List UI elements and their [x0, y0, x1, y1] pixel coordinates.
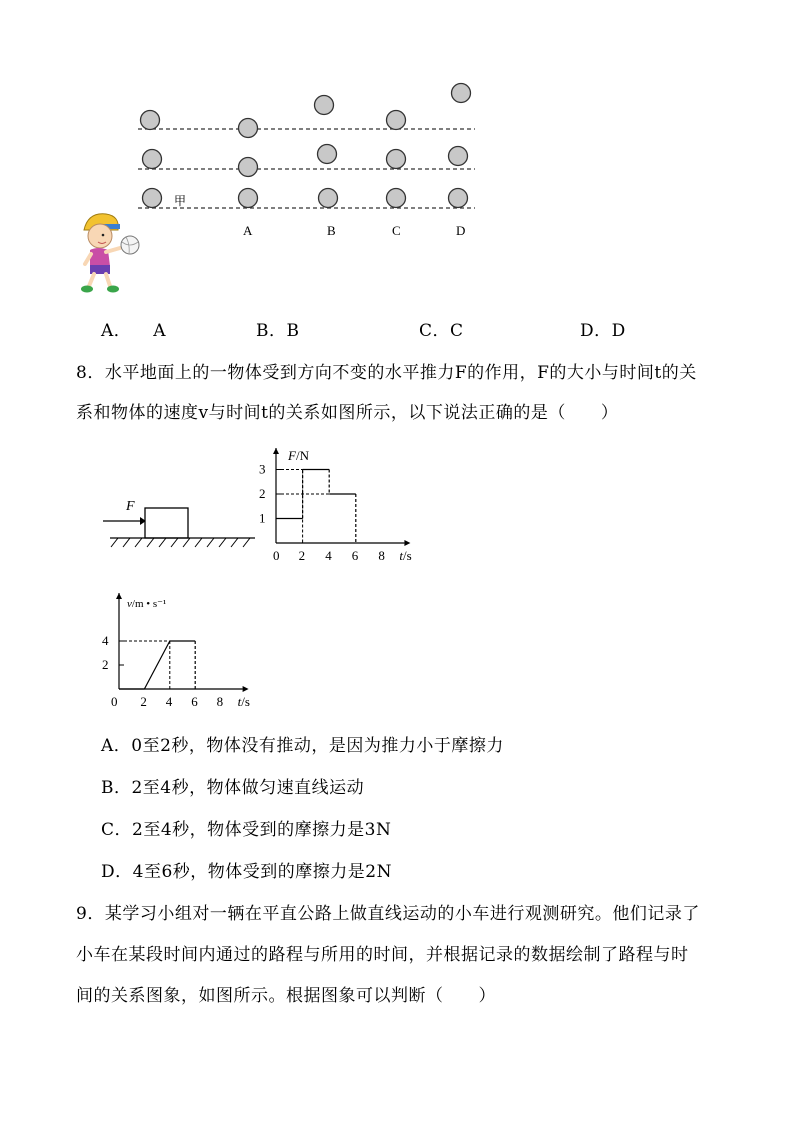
series-segment [144, 641, 169, 689]
column-label-c: C [392, 223, 401, 238]
ball [449, 189, 468, 208]
q9-stem-line3: 间的关系图象，如图所示。根据图象可以判断（ ） [76, 986, 496, 1006]
row-label-jia: 甲 [174, 194, 187, 208]
ball [239, 158, 258, 177]
option-text: C [450, 321, 464, 341]
ball [239, 119, 258, 138]
x-tick-label: 4 [325, 548, 332, 563]
y-axis-arrow [273, 448, 279, 454]
ball [319, 189, 338, 208]
force-time-chart [250, 440, 430, 570]
x-tick-label: 2 [140, 694, 147, 709]
x-axis-label: t/s [399, 548, 412, 563]
ball [239, 189, 258, 208]
x-axis-arrow [404, 540, 410, 546]
q8-stem-line2: 系和物体的速度v与时间t的关系如图所示，以下说法正确的是（ ） [76, 403, 619, 423]
column-label-a: A [243, 223, 253, 238]
q7-option-a [101, 316, 166, 341]
q7-option-d [580, 316, 626, 341]
option-letter: B． [256, 321, 287, 341]
q7-option-b [256, 316, 300, 341]
ball [141, 111, 160, 130]
q8-option-d: D．4至6秒，物体受到的摩擦力是2N [101, 862, 392, 882]
q9-stem-line1: 9．某学习小组对一辆在平直公路上做直线运动的小车进行观测研究。他们记录了 [76, 904, 700, 924]
ball [387, 150, 406, 169]
q8-stem-line1: 8．水平地面上的一物体受到方向不变的水平推力F的作用，F的大小与时间t的关 [76, 363, 697, 383]
y-axis-label: F/N [288, 448, 309, 463]
option-letter: D． [580, 321, 612, 341]
q7-ball-figure [130, 75, 490, 245]
ball [143, 189, 162, 208]
force-label: F [126, 499, 135, 514]
velocity-time-chart [95, 585, 275, 715]
x-tick-label: 6 [191, 694, 198, 709]
ball [143, 150, 162, 169]
ball [387, 189, 406, 208]
y-tick-label: 4 [102, 633, 109, 648]
x-tick-label: 0 [111, 694, 118, 709]
y-tick-label: 1 [259, 510, 266, 526]
q7-option-c [419, 316, 464, 341]
ball [315, 96, 334, 115]
ball [318, 145, 337, 164]
x-tick-label: 4 [165, 694, 173, 709]
option-text: B [286, 321, 300, 341]
y-axis-arrow [116, 593, 122, 599]
y-tick-label: 3 [259, 461, 266, 477]
q8-option-b: B．2至4秒，物体做匀速直线运动 [101, 778, 365, 798]
ground-hatching [111, 538, 250, 547]
x-tick-label: 6 [351, 548, 359, 563]
x-tick-label: 0 [273, 548, 280, 563]
ball [449, 147, 468, 166]
x-tick-label: 8 [216, 694, 224, 709]
x-tick-label: 8 [378, 548, 385, 563]
block-on-ground-diagram [100, 495, 260, 551]
block [145, 508, 188, 538]
y-tick-label: 2 [259, 486, 266, 501]
q9-stem-line2: 小车在某段时间内通过的路程与所用的时间，并根据记录的数据绘制了路程与时 [76, 945, 689, 965]
y-axis-label: v/m • s⁻¹ [127, 598, 167, 610]
option-text: A [153, 321, 167, 341]
x-tick-label: 2 [298, 548, 306, 563]
x-axis-label: t/s [237, 694, 250, 709]
y-tick-label: 2 [102, 657, 109, 672]
x-axis-arrow [243, 686, 249, 692]
ball [387, 111, 406, 130]
option-letter: C． [419, 321, 451, 341]
column-label-d: D [456, 223, 466, 238]
option-letter: A． [101, 321, 132, 341]
ball [452, 84, 471, 103]
q8-option-a: A．0至2秒，物体没有推动，是因为推力小于摩擦力 [101, 736, 504, 756]
volleyball-kid-illustration [76, 208, 144, 296]
option-text: D [611, 321, 626, 341]
q8-option-c: C．2至4秒，物体受到的摩擦力是3N [101, 820, 392, 840]
column-label-b: B [327, 223, 336, 238]
